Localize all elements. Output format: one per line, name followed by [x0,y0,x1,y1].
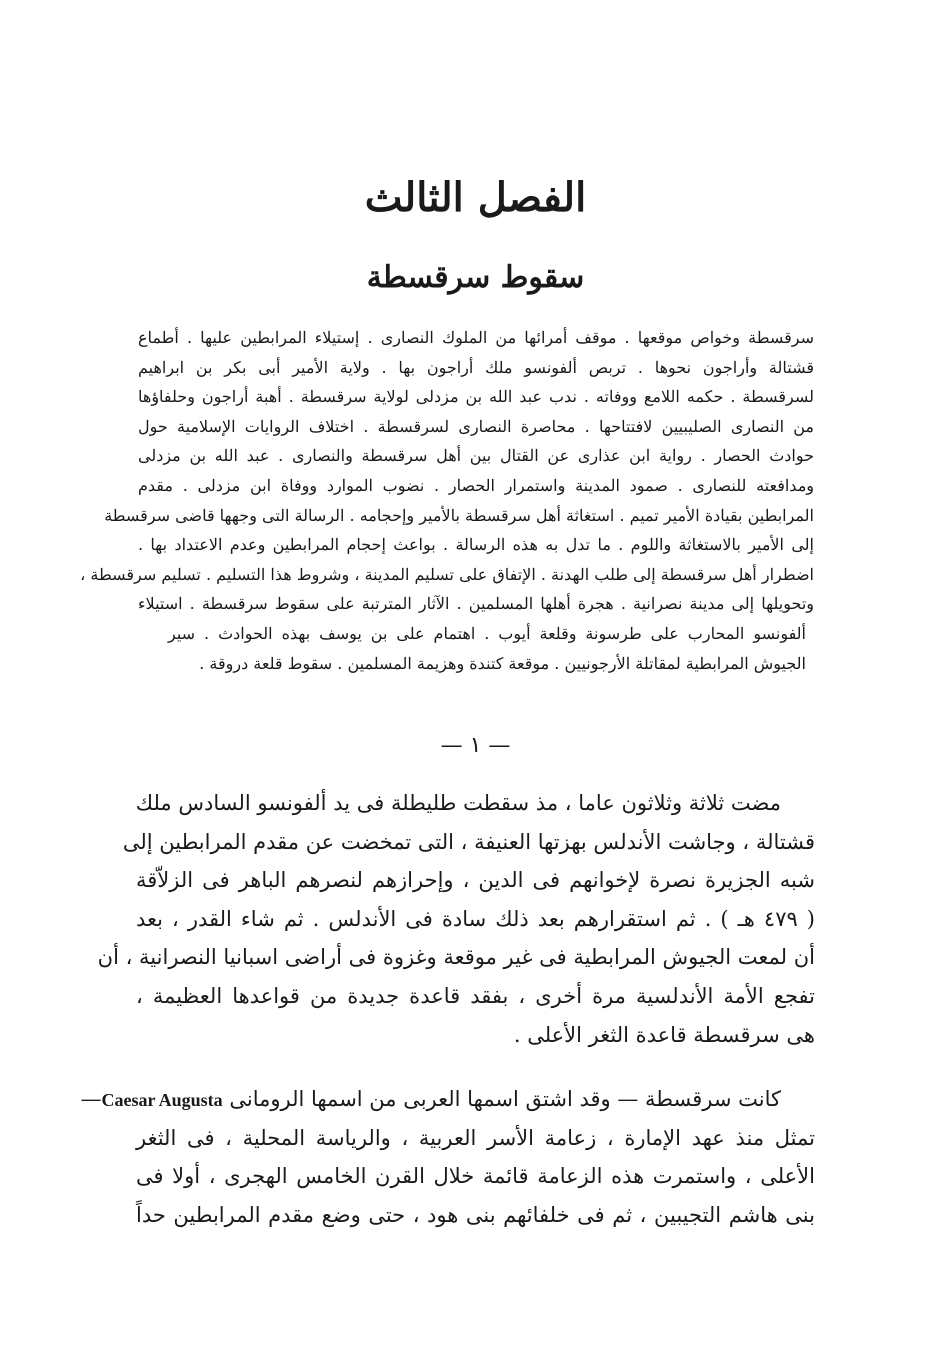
summary-line: قشتالة وأراجون نحوها . تربص ألفونسو ملك أراجون بها . ولاية الأمير أبى بكر بن ابراهيم [138,357,815,377]
summary-line: ومدافعته للنصارى . صمود المدينة واستمرار الحصار . نضوب الموارد ووفاة ابن مزدلى . مقدم [138,475,814,495]
paragraph-line [80,1080,815,1119]
chapter-subtitle: سقوط سرقسطة [366,260,585,295]
paragraph-line: بنى هاشم التجيبين ، ثم فى خلفائهم بنى هود ، حتى وضع مقدم المرابطين حداً [136,1202,815,1227]
chapter-title: الفصل الثالث [364,174,587,221]
paragraph-line: هى سرقسطة قاعدة الثغر الأعلى . [513,1022,815,1047]
paragraph-2 [80,1080,815,1234]
summary-line: المرابطين بقيادة الأمير تميم . استغاثة أهل سرقسطة بالأمير وإحجامه . الرسالة التى وجهها قاضى سرقسطة [104,505,814,525]
summary-line: اضطرار أهل سرقسطة إلى طلب الهدنة . الإتفاق على تسليم المدينة ، وشروط هذا التسليم . تسليم سرقسطة ، [80,564,814,584]
summary-line: وتحويلها إلى مدينة نصرانية . هجرة أهلها المسلمين . الآثار المترتبة على سقوط سرقسطة . استيلاء [138,594,814,614]
summary-line: لسرقسطة . حكمه اللامع ووفاته . ندب عبد الله بن مزدلى لولاية سرقسطة . أهبة أراجون وحلفاؤها [138,387,814,407]
paragraph-line: قشتالة ، وجاشت الأندلس بهزتها العنيفة ، التى تمخضت عن مقدم المرابطين إلى [122,829,815,854]
dash: — [80,1087,102,1111]
summary-line: الجيوش المرابطية لمقاتلة الأرجونيين . موقعة كتندة وهزيمة المسلمين . سقوط قلعة دروقة . [199,653,806,673]
paragraph-line: تفجع الأمة الأندلسية مرة أخرى ، بفقد قاعدة جديدة من قواعدها العظيمة ، [136,983,815,1008]
paragraph-text: كانت سرقسطة — وقد اشتق اسمها العربى من اسمها الرومانى [229,1087,781,1111]
paragraph-line: شبه الجزيرة نصرة لإخوانهم فى الدين ، وإحرازهم لنصرهم الباهر فى الزلاّقة [136,868,815,893]
summary-line: ألفونسو المحارب على طرسونة وقلعة أيوب . اهتمام على بن يوسف بهذه الحوادث . سير [168,623,806,643]
summary-line: سرقسطة وخواص موقعها . موقف أمرائها من الملوك النصارى . إستيلاء المرابطين عليها . أطماع [138,328,814,347]
paragraph-line: أن لمعت الجيوش المرابطية فى غير موقعة وغزوة فى أراضى اسبانيا النصرانية ، أن [97,945,815,970]
paragraph-line: الأعلى ، واستمرت هذه الزعامة قائمة خلال القرن الخامس الهجرى ، أولا فى [136,1164,815,1189]
paragraph-1 [97,784,815,1054]
summary-line: حوادث الحصار . رواية ابن عذارى عن القتال بين أهل سرقسطة والنصارى . عبد الله بن مزدلى [138,446,814,466]
latin-name: Caesar Augusta [101,1090,223,1110]
paragraph-line: ( ٤٧٩ هـ ) . ثم استقرارهم بعد ذلك سادة فى الأندلس . ثم شاء القدر ، بعد [136,906,815,931]
paragraph-line: تمثل منذ عهد الإمارة ، زعامة الأسر العربية ، والرياسة المحلية ، فى الثغر [136,1125,815,1150]
section-number: — ١ — [440,733,511,758]
summary-line: إلى الأمير بالاستغاثة واللوم . ما تدل به هذه الرسالة . بواعث إحجام المرابطين وعدم الاعتداد بها . [138,535,815,555]
paragraph-line: مضت ثلاثة وثلاثون عاما ، مذ سقطت طليطلة فى يد ألفونسو السادس ملك [135,791,781,815]
summary-line: من النصارى الصليبيين لافتتاحها . محاصرة النصارى لسرقسطة . اختلاف الروايات الإسلامية حول [138,416,814,436]
chapter-summary [80,323,815,678]
